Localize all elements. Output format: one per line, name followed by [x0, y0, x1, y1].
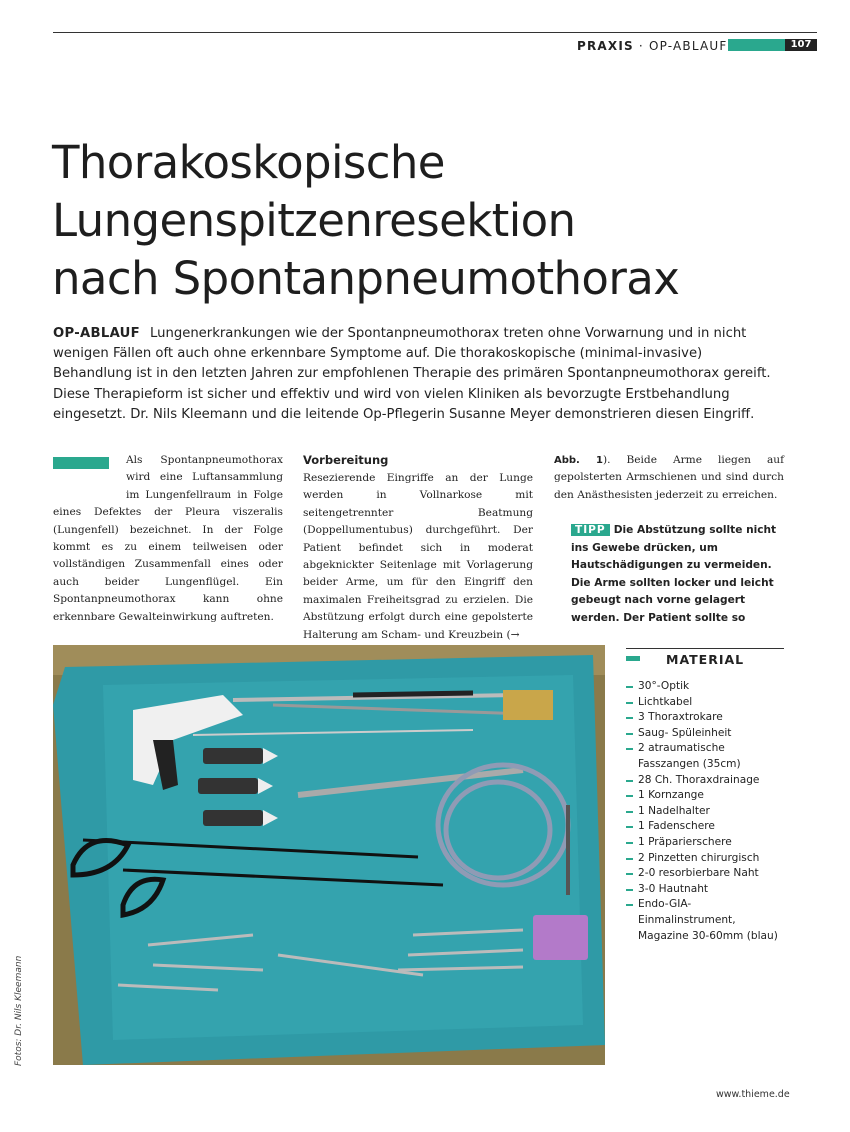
material-item: 2 atraumatische Fasszangen (35cm): [626, 741, 786, 772]
material-item: 30°-Optik: [626, 679, 786, 695]
lead-text: Lungenerkrankungen wie der Spontanpneumothorax treten ohne Vorwarnung und in nicht wenigen Fällen oft auch ohne erkennbare Symptome auf. Die thorakoskopische (minimal-invasive) Behandlung ist in den letzten Jahren zur empfohlenen Therapie des primären Spontanpneumothorax gereift. Diese Therapieform ist sicher und effektiv und wird von vielen Kliniken als bevorzugte Erstbehandlung eingesetzt. Dr. Nils Kleemann und die leitende Op-Pflegerin Susanne Meyer demonstrieren diesen Eingriff.: [53, 326, 771, 422]
suction-valve: [503, 690, 553, 720]
section-label-bold: PRAXIS: [577, 39, 634, 53]
section-separator: ·: [633, 39, 649, 53]
lead-label: OP-ABLAUF: [53, 326, 140, 341]
title-line-1: Thorakoskopische: [52, 136, 445, 189]
material-list: [626, 679, 786, 944]
material-item: 1 Nadelhalter: [626, 804, 786, 820]
column-2-text: Resezierende Eingriffe an der Lunge werden in Vollnarkose mit seitengetrennter Beatmung (Doppellumentubus) durchgeführt. Der Patient befindet sich in moderat abgeknickter Seitenlage mit Vorlagerung beider Arme, um für den Eingriff den maximalen Freiheitsgrad zu erzielen. Die Abstützung erfolgt durch eine gepolsterte Halterung am Scham- und Kreuzbein (→: [303, 472, 533, 641]
tip-box: [571, 522, 785, 628]
material-item: 2-0 resorbierbare Naht: [626, 866, 786, 882]
title-line-2: Lungenspitzenresektion: [52, 194, 576, 247]
title-line-3: nach Spontanpneumothorax: [52, 252, 680, 305]
tip-text: Die Abstützung sollte nicht ins Gewebe drücken, um Hautschädigungen zu vermeiden. Die Arme sollten locker und leicht gebeugt nach vorne gelagert werden. Der Patient sollte so: [571, 524, 777, 624]
subheading-vorbereitung: Vorbereitung: [303, 453, 389, 467]
suture-pack: [533, 915, 588, 960]
article-title: [52, 134, 679, 308]
page-number: 107: [785, 39, 817, 51]
page-accent-bar: [728, 39, 785, 51]
material-item: 1 Kornzange: [626, 788, 786, 804]
material-item: Lichtkabel: [626, 695, 786, 711]
column-3-body: ). Beide Arme liegen auf gepolsterten Armschienen und sind durch den Anästhesisten jederzeit zu erreichen.: [554, 454, 784, 501]
material-heading: MATERIAL: [666, 652, 745, 667]
material-item: Saug- Spüleinheit: [626, 726, 786, 742]
column-1-body: Als Spontanpneumothorax wird eine Luftansammlung im Lungenfellraum in Folge eines Defektes der Pleura viszeralis (Lungenfell) bezeichnet. In der Folge kommt es zu einem teilweisen oder vollständigen Zusammenfall eines oder auch beider Lungenflügel. Ein Spontanpneumothorax kann ohne erkennbare Gewalteinwirkung auftreten.: [53, 454, 283, 623]
material-item: 1 Präparierschere: [626, 835, 786, 851]
lead-paragraph: [53, 324, 783, 425]
column-3-text: [554, 452, 784, 504]
stapler-shaft-dark: [353, 693, 473, 695]
material-item: 28 Ch. Thoraxdrainage: [626, 773, 786, 789]
instrument-photo: [53, 645, 605, 1065]
tip-badge: TIPP: [571, 524, 610, 536]
trocars: [198, 748, 278, 826]
header-rule: [53, 32, 817, 33]
material-item: 3-0 Hautnaht: [626, 882, 786, 898]
material-item: Endo-GIA-Einmalinstrument, Magazine 30-60mm (blau): [626, 897, 786, 944]
column-1-text: [53, 452, 283, 626]
material-rule: [626, 648, 784, 649]
figure-reference[interactable]: Abb. 1: [554, 455, 603, 466]
material-item: 1 Fadenschere: [626, 819, 786, 835]
footer-url[interactable]: www.thieme.de: [716, 1089, 790, 1100]
material-marker: [626, 656, 640, 661]
photo-credit: Fotos: Dr. Nils Kleemann: [14, 955, 24, 1066]
material-item: 3 Thoraxtrokare: [626, 710, 786, 726]
material-item: 2 Pinzetten chirurgisch: [626, 851, 786, 867]
section-label: [577, 39, 728, 53]
section-label-rest: OP-ABLAUF: [648, 39, 728, 53]
